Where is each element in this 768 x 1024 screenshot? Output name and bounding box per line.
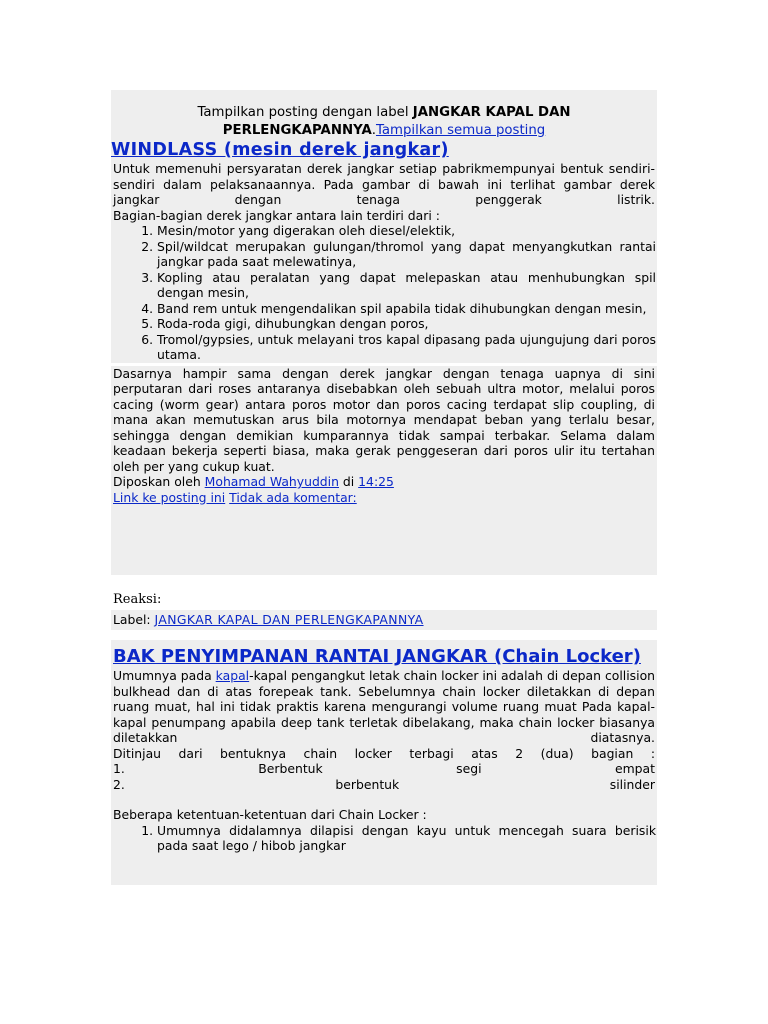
shape-intro: Ditinjau dari bentuknya chain locker terbagi atas 2 (dua) bagian : <box>113 745 655 761</box>
intro-text-a: Umumnya pada <box>113 668 216 683</box>
post-time-link[interactable]: 14:25 <box>358 474 394 489</box>
author-link[interactable]: Mohamad Wahyuddin <box>204 474 339 489</box>
list-item: 4. Band rem untuk mengendalikan spil apabila tidak dihubungkan dengan mesin, <box>157 301 657 317</box>
posted-at-label: di <box>338 474 359 489</box>
show-all-posts-link[interactable]: Tampilkan semua posting <box>375 123 546 138</box>
permalink-link[interactable]: Link ke posting ini <box>113 489 226 505</box>
list-item: 6. Tromol/gypsies, untuk melayani tros kapal dipasang pada ujungujung dari poros utama. <box>157 332 657 363</box>
list-item: 5. Roda-roda gigi, dihubungkan dengan poros, <box>157 316 657 332</box>
label-filter-prefix: Tampilkan posting dengan label <box>197 105 413 120</box>
label-filter-name: JANGKAR KAPAL DAN PERLENGKAPANNYA <box>222 105 571 138</box>
shape-item-number: 2. <box>113 776 125 792</box>
post-panel-windlass <box>111 90 657 575</box>
posted-by-label: Diposkan oleh <box>113 474 205 489</box>
list-item: 2. Spil/wildcat merupakan gulungan/thromol yang dapat menyangkutkan rantai jangkar pada saat melewatinya, <box>157 239 657 270</box>
label-filter-dot: . <box>371 123 376 138</box>
windlass-parts-list <box>111 223 657 363</box>
post-body: Dasarnya hampir sama dengan derek jangkar dengan tenaga uapnya di sini perputaran dari roses antaranya disebabkan oleh sebuah ultra motor, melalui poros cacing (worm gear) antara poros motor dan poros cacing terdapat slip coupling, di mana akan memutuskan arus bila motornya mendapat beban yang terlalu besar, sehingga dengan demikian kumparannya tidak sampai terbakar. Selama dalam keadaan bekerja seperti biasa, maka gerak penggeseran dari poros ulir itu tertahan oleh per yang cukup kuat. <box>113 365 655 474</box>
shape-item-number: 1. <box>113 761 125 776</box>
shape-item-word: berbentuk <box>335 776 400 792</box>
post-panel-chain-locker <box>111 640 657 885</box>
list-item: 3. Kopling atau peralatan yang dapat melepaskan atau menhubungkan spil dengan mesin, <box>157 270 657 301</box>
shape-item-word: segi <box>456 761 482 776</box>
post-footer-author <box>113 474 655 490</box>
post-intro <box>113 668 655 746</box>
shape-item-1 <box>113 761 655 777</box>
list-item: 1. Umumnya didalamnya dilapisi dengan kayu untuk mencegah suara berisik pada saat lego / hibob jangkar <box>157 823 657 854</box>
post-intro-parts: Bagian-bagian derek jangkar antara lain terdiri dari : <box>113 207 440 223</box>
post-intro: Untuk memenuhi persyaratan derek jangkar setiap pabrikmempunyai bentuk sendiri-sendiri dalam pelaksanaannya. Pada gambar di bawah ini terlihat gambar derek jangkar dengan tenaga penggerak listrik. <box>113 161 655 207</box>
shape-item-2 <box>113 777 655 793</box>
post-title-windlass[interactable]: WINDLASS (mesin derek jangkar) <box>111 140 449 160</box>
reactions-label: Reaksi: <box>113 592 162 607</box>
shape-item-word: silinder <box>609 776 655 792</box>
shape-item-word: Berbentuk <box>258 761 323 776</box>
intro-text-b: -kapal pengangkut letak chain locker ini adalah di depan collision bulkhead dan di atas forepeak tank. Sebelumnya chain locker diletakkan di depan ruang muat, hal ini tidak praktis karena mengurangi volume ruang muat Pada kapal-kapal penumpang apabila deep tank terletak dibelakang, maka chain locker biasanya diletakkan diatasnya. <box>113 668 656 745</box>
comments-link[interactable]: Tidak ada komentar: <box>229 489 357 505</box>
post-labels-bar <box>111 610 657 630</box>
post-footer-links <box>113 490 655 506</box>
rules-intro: Beberapa ketentuan-ketentuan dari Chain Locker : <box>113 807 427 822</box>
post-title-chain-locker[interactable]: BAK PENYIMPANAN RANTAI JANGKAR (Chain Locker) <box>113 646 641 667</box>
list-item: 1. Mesin/motor yang digerakan oleh diesel/elektik, <box>157 223 657 239</box>
label-link[interactable]: JANGKAR KAPAL DAN PERLENGKAPANNYA <box>154 612 424 627</box>
shape-item-word: empat <box>614 761 655 776</box>
kapal-link[interactable]: kapal <box>215 668 250 683</box>
labels-prefix: Label: <box>113 612 155 627</box>
chain-locker-rules-list <box>111 823 657 854</box>
label-filter-notice <box>131 104 637 140</box>
